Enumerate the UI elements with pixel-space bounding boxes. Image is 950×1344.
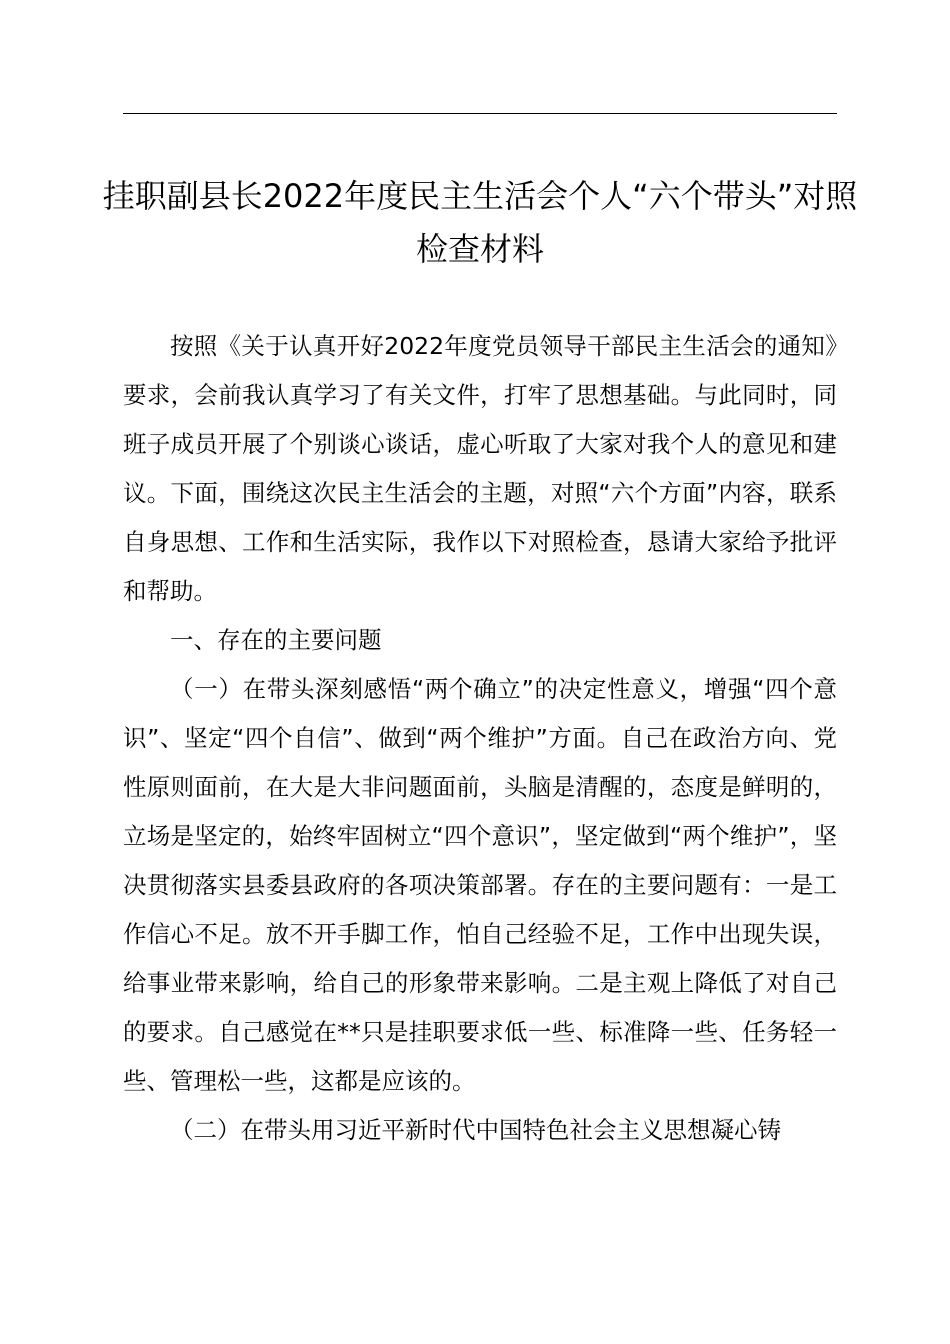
section-heading: 一、存在的主要问题: [170, 626, 382, 654]
document-title: 挂职副县长2022年度民主生活会个人“六个带头”对照检查材料: [102, 177, 858, 268]
header-rule: [123, 113, 837, 114]
body-paragraph: （二）在带头用习近平新时代中国特色社会主义思想凝心铸: [170, 1116, 781, 1144]
document-body: [123, 322, 837, 1155]
intro-paragraph: 按照《关于认真开好2022年度党员领导干部民主生活会的通知》要求，会前我认真学习了有关文件，打牢了思想基础。与此同时，同班子成员开展了个别谈心谈话，虚心听取了大家对我个人的意见和建议。下面，围绕这次民主生活会的主题，对照“六个方面”内容，联系自身思想、工作和生活实际，我作以下对照检查，恳请大家给予批评和帮助。: [123, 332, 837, 605]
body-paragraph: （一）在带头深刻感悟“两个确立”的决定性意义，增强“四个意识”、坚定“四个自信”、做到“两个维护”方面。自己在政治方向、党性原则面前，在大是大非问题面前，头脑是清醒的，态度是鲜明的，立场是坚定的，始终牢固树立“四个意识”，坚定做到“两个维护”，坚决贯彻落实县委县政府的各项决策部署。存在的主要问题有：一是工作信心不足。放不开手脚工作，怕自己经验不足，工作中出现失误，给事业带来影响，给自己的形象带来影响。二是主观上降低了对自己的要求。自己感觉在**只是挂职要求低一些、标准降一些、任务轻一些、管理松一些，这都是应该的。: [123, 675, 837, 1095]
